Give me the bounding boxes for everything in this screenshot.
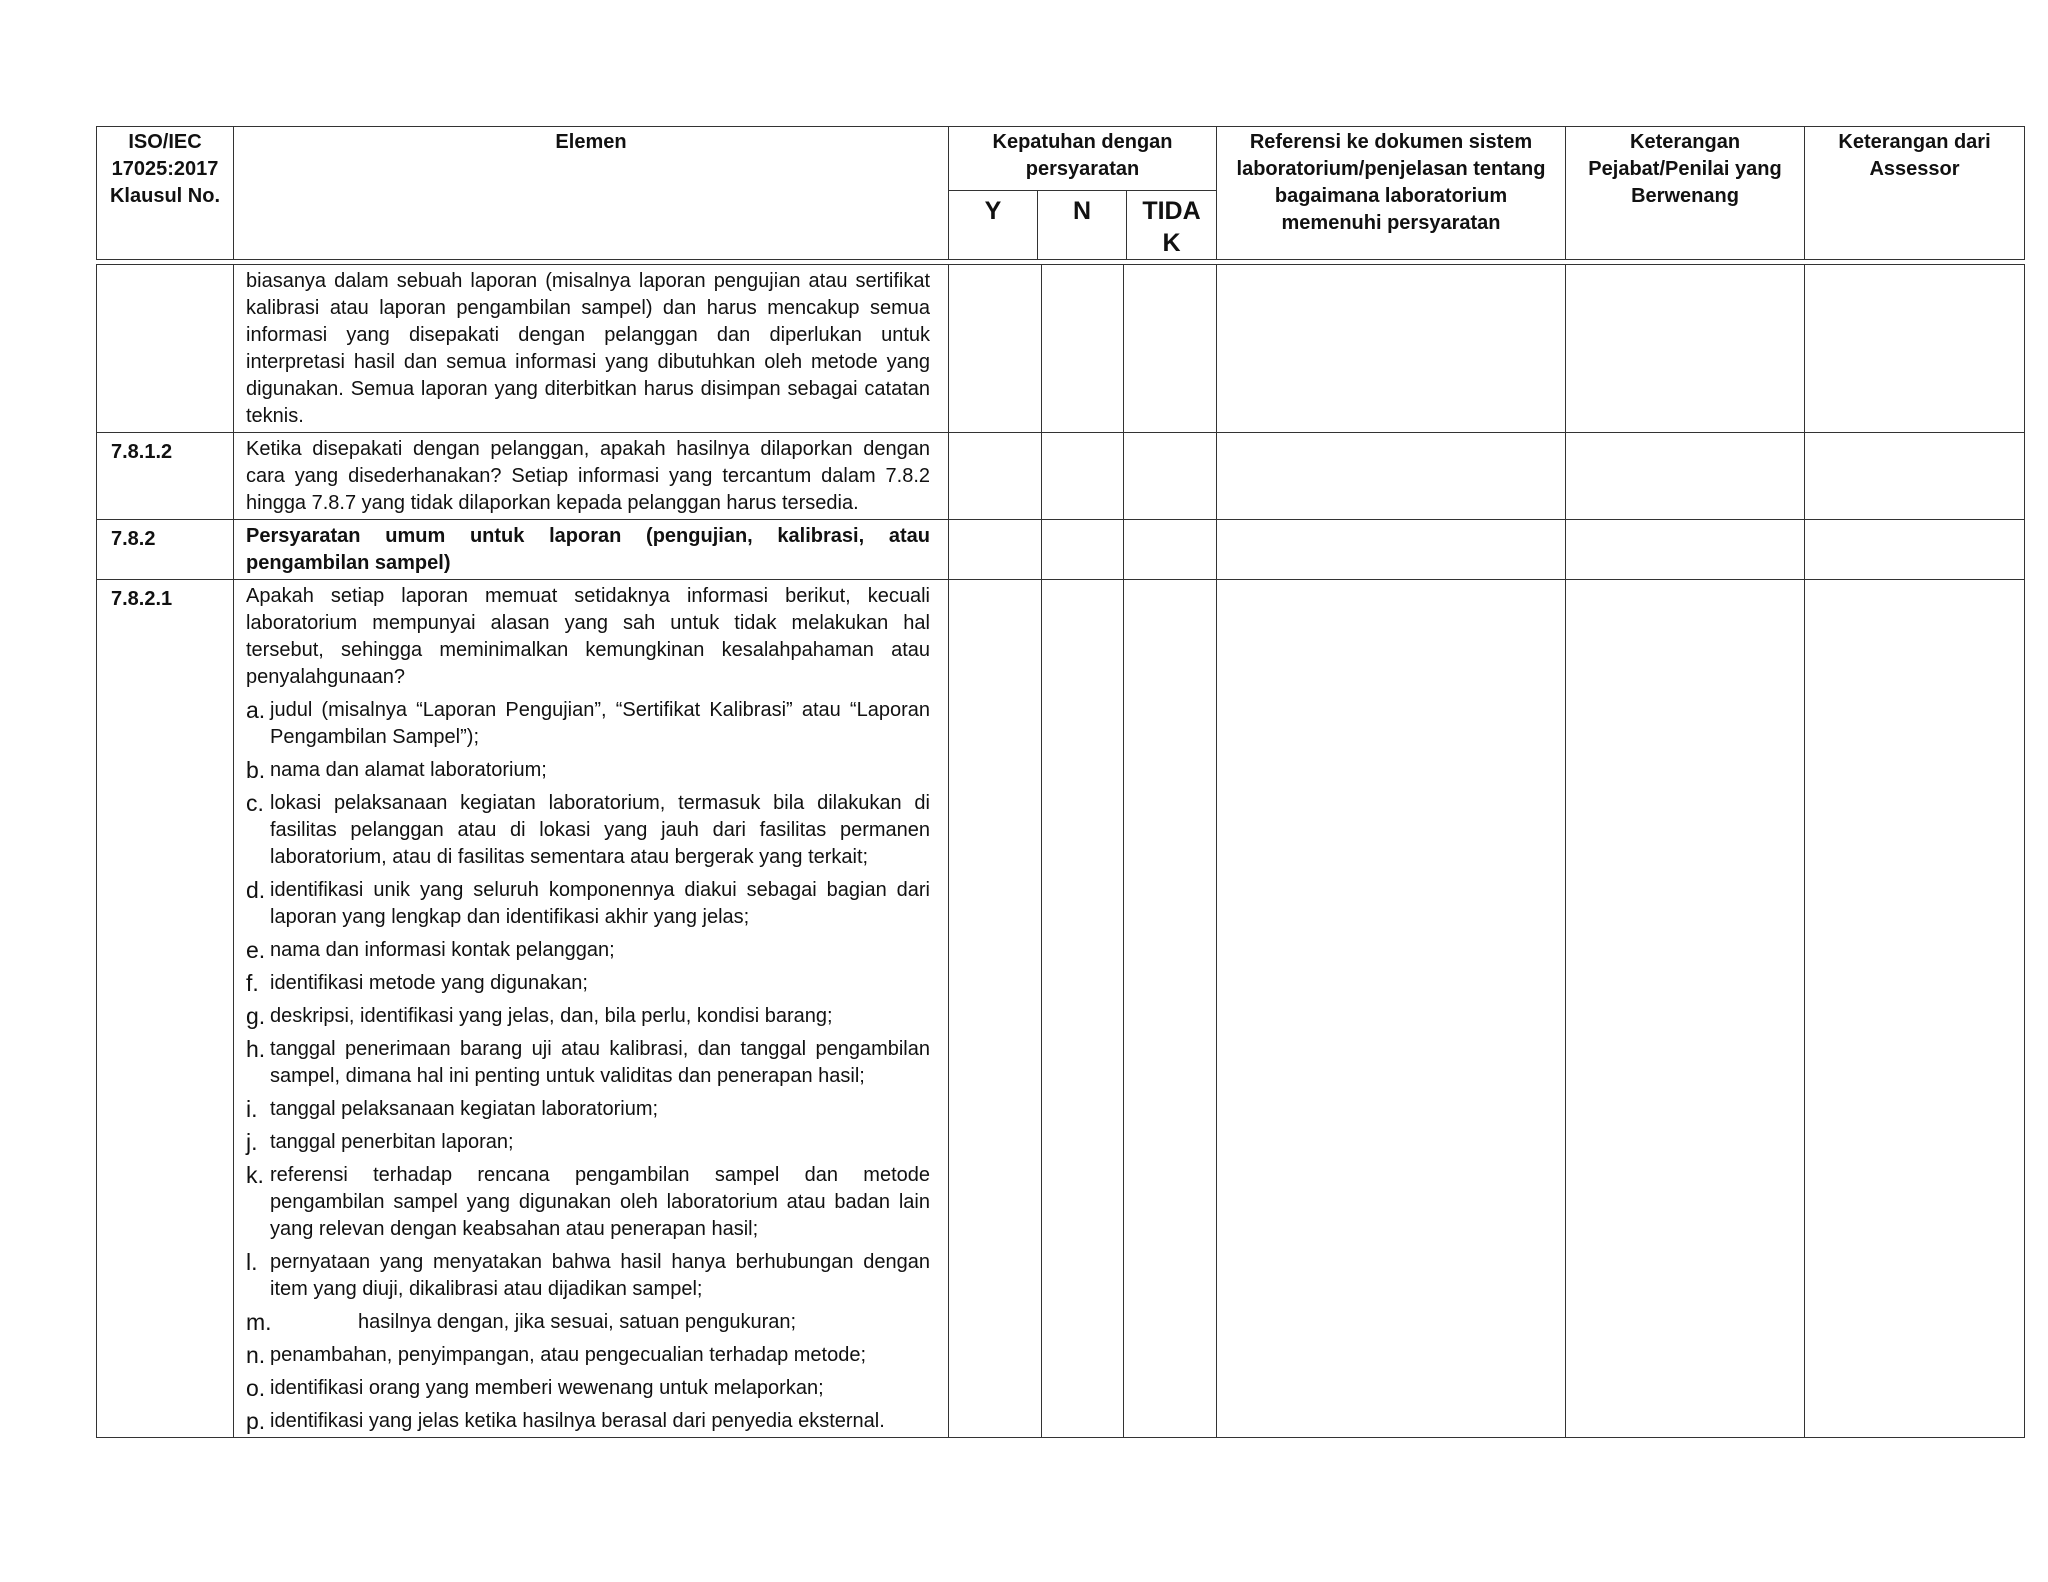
- item-text: pernyataan yang menyatakan bahwa hasil hanya berhubungan dengan item yang diuji, dikalibrasi atau dijadikan sampel;: [270, 1251, 930, 1300]
- header-clause: ISO/IEC 17025:2017 Klausul No.: [97, 127, 234, 260]
- reference-cell[interactable]: [1217, 433, 1566, 520]
- item-label: h.: [246, 1036, 266, 1062]
- compliance-tidak-cell[interactable]: [1124, 580, 1217, 1438]
- item-text: identifikasi orang yang memberi wewenang untuk melaporkan;: [270, 1377, 824, 1399]
- header-element: Elemen: [234, 127, 949, 260]
- item-text: lokasi pelaksanaan kegiatan laboratorium, termasuk bila dilakukan di fasilitas pelanggan atau di lokasi yang jauh dari fasilitas permanen laboratorium, atau di fasilitas sementara atau bergerak yang terkait;: [270, 792, 930, 868]
- header-reference: Referensi ke dokumen sistem laboratorium/penjelasan tentang bagaimana laboratorium memenuhi persyaratan: [1217, 127, 1566, 260]
- item-text: deskripsi, identifikasi yang jelas, dan, bila perlu, kondisi barang;: [270, 1005, 833, 1027]
- list-item: [246, 1129, 930, 1156]
- section-heading: Persyaratan umum untuk laporan (pengujian, kalibrasi, atau pengambilan sampel): [234, 520, 949, 580]
- item-label: e.: [246, 937, 266, 963]
- header-remarks-official: Keterangan Pejabat/Penilai yang Berwenang: [1566, 127, 1805, 260]
- item-label: d.: [246, 877, 266, 903]
- item-label: a.: [246, 697, 266, 723]
- reference-cell[interactable]: [1217, 580, 1566, 1438]
- reference-cell[interactable]: [1217, 520, 1566, 580]
- header-compliance-tidak: TIDA K: [1127, 191, 1217, 260]
- remarks-official-cell[interactable]: [1566, 265, 1805, 433]
- compliance-n-cell[interactable]: [1042, 520, 1124, 580]
- remarks-assessor-cell[interactable]: [1805, 520, 2025, 580]
- compliance-y-cell[interactable]: [949, 520, 1042, 580]
- compliance-n-cell[interactable]: [1042, 433, 1124, 520]
- compliance-tidak-cell[interactable]: [1124, 265, 1217, 433]
- intro-text: Apakah setiap laporan memuat setidaknya informasi berikut, kecuali laboratorium mempunyai alasan yang sah untuk tidak melakukan hal tersebut, sehingga meminimalkan kemungkinan kesalahpahaman atau penyalahgunaan?: [246, 585, 930, 688]
- reference-cell[interactable]: [1217, 265, 1566, 433]
- list-item: [246, 877, 930, 931]
- item-text: tanggal penerimaan barang uji atau kalibrasi, dan tanggal pengambilan sampel, dimana hal ini penting untuk validitas dan penerapan hasil;: [270, 1038, 930, 1087]
- item-label: l.: [246, 1249, 258, 1275]
- list-item: [246, 790, 930, 871]
- remarks-assessor-cell[interactable]: [1805, 265, 2025, 433]
- item-label: k.: [246, 1162, 264, 1188]
- clause-cell: 7.8.1.2: [97, 433, 234, 520]
- remarks-official-cell[interactable]: [1566, 520, 1805, 580]
- table-row: [97, 520, 2025, 580]
- item-text: nama dan alamat laboratorium;: [270, 759, 547, 781]
- table-row: [97, 433, 2025, 520]
- element-cell: [234, 580, 949, 1438]
- list-item: [246, 1036, 930, 1090]
- item-text: penambahan, penyimpangan, atau pengecualian terhadap metode;: [270, 1344, 867, 1366]
- compliance-n-cell[interactable]: [1042, 580, 1124, 1438]
- compliance-n-cell[interactable]: [1042, 265, 1124, 433]
- header-table: [96, 126, 2025, 260]
- list-item: [246, 1375, 930, 1402]
- header-remarks-assessor: Keterangan dari Assessor: [1805, 127, 2025, 260]
- item-label: j.: [246, 1129, 258, 1155]
- list-item: [246, 1162, 930, 1243]
- table-row: [97, 265, 2025, 433]
- list-item: [246, 1309, 930, 1336]
- item-label: g.: [246, 1003, 266, 1029]
- compliance-tidak-cell[interactable]: [1124, 433, 1217, 520]
- item-label: c.: [246, 790, 264, 816]
- header-compliance-y: Y: [949, 191, 1038, 260]
- table-row: [97, 580, 2025, 1438]
- list-item: [246, 697, 930, 751]
- item-label: o.: [246, 1375, 266, 1401]
- remarks-official-cell[interactable]: [1566, 580, 1805, 1438]
- clause-cell: [97, 265, 234, 433]
- compliance-y-cell[interactable]: [949, 265, 1042, 433]
- element-cell: biasanya dalam sebuah laporan (misalnya laporan pengujian atau sertifikat kalibrasi atau laporan pengambilan sampel) dan harus mencakup semua informasi yang disepakati dengan pelanggan dan diperlukan untuk interpretasi hasil dan semua informasi yang dibutuhkan oleh metode yang digunakan. Semua laporan yang diterbitkan harus disimpan sebagai catatan teknis.: [234, 265, 949, 433]
- compliance-y-cell[interactable]: [949, 580, 1042, 1438]
- list-item: [246, 1342, 930, 1369]
- compliance-tidak-cell[interactable]: [1124, 520, 1217, 580]
- item-label: f.: [246, 970, 259, 996]
- remarks-assessor-cell[interactable]: [1805, 433, 2025, 520]
- clause-cell: 7.8.2: [97, 520, 234, 580]
- item-text: tanggal pelaksanaan kegiatan laboratorium;: [270, 1098, 659, 1120]
- list-item: [246, 1096, 930, 1123]
- clause-cell: 7.8.2.1: [97, 580, 234, 1438]
- list-item: [246, 757, 930, 784]
- list-item: [246, 937, 930, 964]
- item-text: identifikasi unik yang seluruh komponennya diakui sebagai bagian dari laporan yang lengkap dan identifikasi akhir yang jelas;: [270, 879, 930, 928]
- item-text: referensi terhadap rencana pengambilan sampel dan metode pengambilan sampel yang digunakan oleh laboratorium atau badan lain yang relevan dengan keabsahan atau penerapan hasil;: [270, 1164, 930, 1240]
- item-text: tanggal penerbitan laporan;: [270, 1131, 514, 1153]
- element-cell: Ketika disepakati dengan pelanggan, apakah hasilnya dilaporkan dengan cara yang disederhanakan? Setiap informasi yang tercantum dalam 7.8.2 hingga 7.8.7 yang tidak dilaporkan kepada pelanggan harus tersedia.: [234, 433, 949, 520]
- list-item: [246, 1408, 930, 1435]
- item-text: identifikasi metode yang digunakan;: [270, 972, 588, 994]
- item-label: n.: [246, 1342, 266, 1368]
- requirements-table: [96, 264, 2025, 1438]
- compliance-y-cell[interactable]: [949, 433, 1042, 520]
- item-label: p.: [246, 1408, 266, 1434]
- item-label: i.: [246, 1096, 258, 1122]
- item-label: m.: [246, 1309, 272, 1335]
- item-text: nama dan informasi kontak pelanggan;: [270, 939, 615, 961]
- item-text: hasilnya dengan, jika sesuai, satuan pengukuran;: [358, 1311, 797, 1333]
- item-text: identifikasi yang jelas ketika hasilnya berasal dari penyedia eksternal.: [270, 1410, 885, 1432]
- header-compliance: Kepatuhan dengan persyaratan: [949, 127, 1217, 191]
- remarks-official-cell[interactable]: [1566, 433, 1805, 520]
- list-item: [246, 1003, 930, 1030]
- item-text: judul (misalnya “Laporan Pengujian”, “Sertifikat Kalibrasi” atau “Laporan Pengambilan Sampel”);: [270, 699, 930, 748]
- list-item: [246, 1249, 930, 1303]
- remarks-assessor-cell[interactable]: [1805, 580, 2025, 1438]
- header-compliance-n: N: [1038, 191, 1127, 260]
- item-label: b.: [246, 757, 266, 783]
- list-item: [246, 970, 930, 997]
